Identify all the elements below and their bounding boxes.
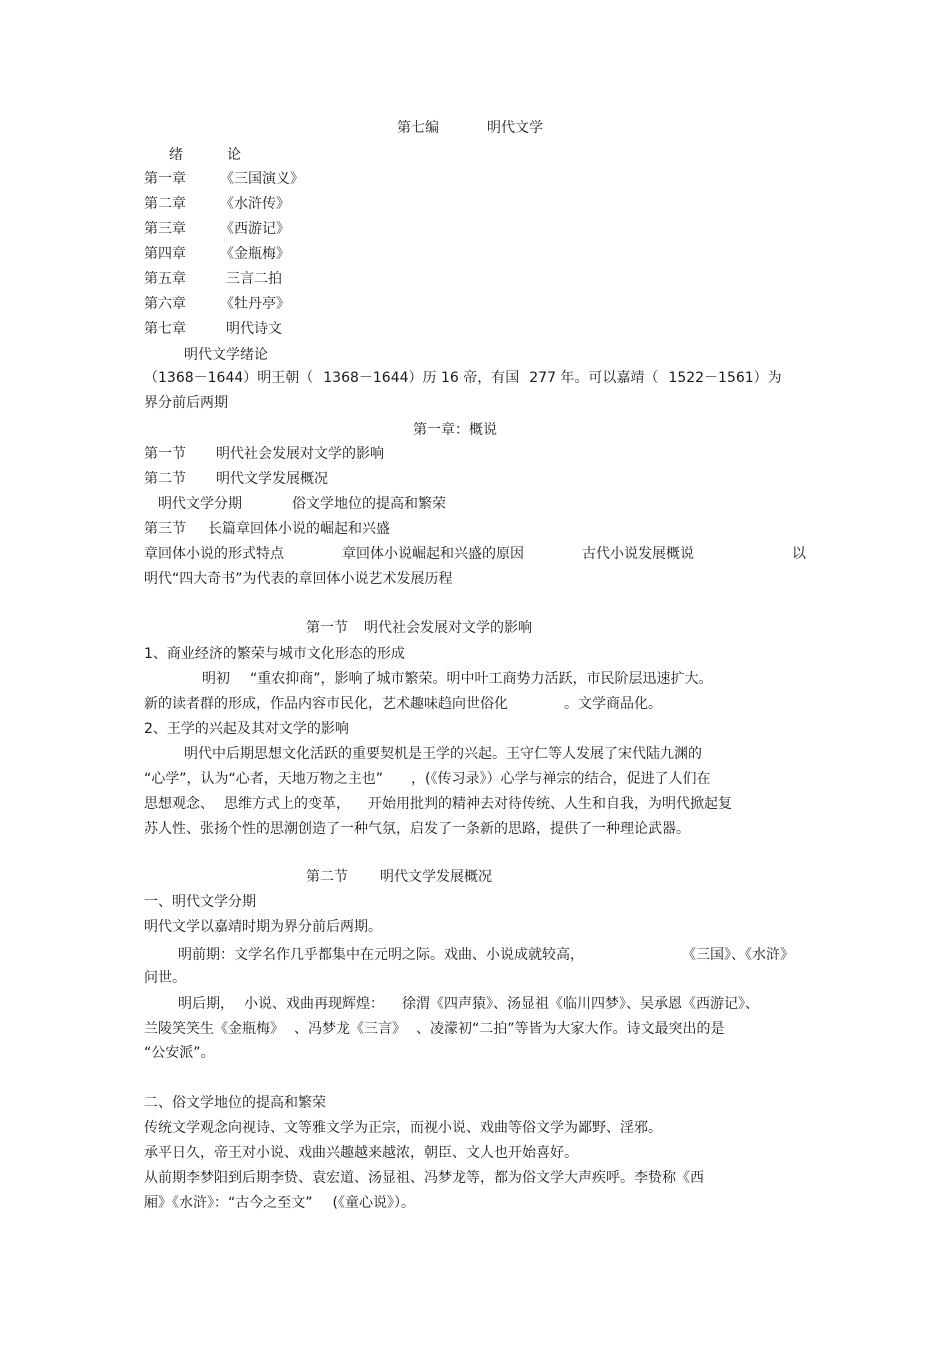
section1-p2-line-3 bbox=[144, 794, 732, 814]
toc-chapter-num: 第七章 bbox=[144, 321, 186, 337]
chapter1-section-1 bbox=[144, 444, 384, 464]
section1-p1-line-2 bbox=[144, 694, 662, 714]
s3-sub-c: 古代小说发展概说 bbox=[582, 546, 694, 562]
section1-p1-title: 1、商业经济的繁荣与城市文化形态的形成 bbox=[144, 646, 405, 662]
a-l2-a: 明前期：文学名作几乎都集中在元明之际。戏曲、小说成就较高， bbox=[178, 947, 584, 963]
p1-l2-b: 。文学商品化。 bbox=[564, 696, 662, 712]
intro-l1-d: 1522－1561）为 bbox=[668, 370, 782, 386]
toc-intro-a: 绪 bbox=[169, 147, 183, 163]
section1-p2-line-4: 苏人性、张扬个性的思潮创造了一种气氛，启发了一条新的思路，提供了一种理论武器。 bbox=[144, 821, 690, 837]
section2-a-title: 一、明代文学分期 bbox=[144, 894, 256, 910]
b-l4-b: (《童心说》）。 bbox=[332, 1195, 415, 1211]
section-num: 第三节 bbox=[144, 521, 186, 537]
toc-intro bbox=[169, 145, 241, 165]
section1-p2-line-2 bbox=[144, 769, 710, 789]
a-l4-a: 明后期， bbox=[178, 996, 234, 1012]
toc-chapter-num: 第五章 bbox=[144, 271, 186, 287]
section-name: 长篇章回体小说的崛起和兴盛 bbox=[208, 521, 390, 537]
p2-l3-c: 开始用批判的精神去对待传统、人生和自我，为明代掀起复 bbox=[368, 796, 732, 812]
toc-chapter-name: 《金瓶梅》 bbox=[220, 246, 290, 262]
section-num: 第二节 bbox=[144, 471, 186, 487]
toc-chapter-name: 明代诗文 bbox=[226, 321, 282, 337]
toc-chapter-5 bbox=[144, 269, 282, 289]
a-l4-b: 小说、戏曲再现辉煌： bbox=[244, 996, 384, 1012]
section2-b-title: 二、俗文学地位的提高和繁荣 bbox=[144, 1095, 326, 1111]
s3-sub-d: 以 bbox=[792, 546, 806, 562]
intro-line-1 bbox=[144, 368, 782, 388]
toc-chapter-num: 第四章 bbox=[144, 246, 186, 262]
p2-l3-a: 思想观念、 bbox=[144, 796, 214, 812]
a-l5-a: 兰陵笑笑生《金瓶梅》 bbox=[144, 1021, 284, 1037]
p2-l2-b: ，(《传习录》）心学与禅宗的结合，促进了人们在 bbox=[411, 771, 711, 787]
section1-p2-title: 2、王学的兴起及其对文学的影响 bbox=[144, 721, 349, 737]
section2-num: 第二节 bbox=[306, 869, 348, 885]
intro-heading: 明代文学绪论 bbox=[184, 347, 268, 363]
s3-sub-a: 章回体小说的形式特点 bbox=[144, 546, 284, 562]
toc-chapter-name: 《牡丹亭》 bbox=[220, 296, 290, 312]
section2-heading bbox=[306, 867, 492, 887]
intro-l1-c: 277 年。可以嘉靖（ bbox=[529, 370, 659, 386]
toc-chapter-6 bbox=[144, 294, 290, 314]
toc-chapter-name: 三言二拍 bbox=[226, 271, 282, 287]
toc-chapter-1 bbox=[144, 169, 304, 189]
section-num: 第一节 bbox=[144, 446, 186, 462]
p2-l3-b: 思维方式上的变革， bbox=[224, 796, 350, 812]
section2-a-line-4 bbox=[178, 994, 759, 1014]
toc-chapter-7 bbox=[144, 319, 282, 339]
a-l4-c: 徐渭《四声猿》、汤显祖《临川四梦》、吴承恩《西游记》、 bbox=[402, 996, 759, 1012]
toc-chapter-num: 第二章 bbox=[144, 196, 186, 212]
section2-b-line-4 bbox=[144, 1193, 415, 1213]
section2-a-line-5 bbox=[144, 1019, 725, 1039]
sub-b: 俗文学地位的提高和繁荣 bbox=[292, 496, 446, 512]
section1-name: 明代社会发展对文学的影响 bbox=[364, 620, 532, 636]
intro-line-2: 界分前后两期 bbox=[144, 395, 228, 411]
toc-chapter-2 bbox=[144, 194, 290, 214]
toc-chapter-num: 第三章 bbox=[144, 221, 186, 237]
part-name: 明代文学 bbox=[487, 120, 543, 136]
toc-chapter-name: 《三国演义》 bbox=[220, 171, 304, 187]
p1-l2-a: 新的读者群的形成，作品内容市民化，艺术趣味趋向世俗化 bbox=[144, 696, 508, 712]
b-l4-a: 厢》《水浒》：“古今之至文” bbox=[144, 1195, 313, 1211]
s3-sub-b: 章回体小说崛起和兴盛的原因 bbox=[342, 546, 524, 562]
toc-chapter-num: 第六章 bbox=[144, 296, 186, 312]
chapter1-section-3-sub bbox=[144, 544, 806, 564]
chapter1-section-3-sub-2: 明代“四大奇书”为代表的章回体小说艺术发展历程 bbox=[144, 571, 453, 587]
a-l5-b: 、冯梦龙《三言》 bbox=[294, 1021, 406, 1037]
chapter1-heading: 第一章：概说 bbox=[413, 422, 497, 438]
chapter1-section-2 bbox=[144, 469, 328, 489]
toc-chapter-4 bbox=[144, 244, 290, 264]
p2-l2-a: “心学”，认为“心者，天地万物之主也” bbox=[144, 771, 384, 787]
p1-l1-b: “重农抑商”，影响了城市繁荣。明中叶工商势力活跃，市民阶层迅速扩大。 bbox=[250, 671, 713, 687]
p1-l1-a: 明初 bbox=[202, 671, 230, 687]
chapter1-section-3 bbox=[144, 519, 390, 539]
toc-chapter-name: 《西游记》 bbox=[220, 221, 290, 237]
section1-p2-line-1: 明代中后期思想文化活跃的重要契机是王学的兴起。王守仁等人发展了宋代陆九渊的 bbox=[184, 746, 702, 762]
intro-l1-b: 1368－1644）历 16 帝，有国 bbox=[323, 370, 520, 386]
section-name: 明代文学发展概况 bbox=[216, 471, 328, 487]
section1-heading bbox=[306, 618, 532, 638]
section2-name: 明代文学发展概况 bbox=[380, 869, 492, 885]
toc-chapter-name: 《水浒传》 bbox=[220, 196, 290, 212]
part-label: 第七编 bbox=[397, 120, 439, 136]
a-l2-b: 《三国》、《水浒》 bbox=[682, 947, 794, 963]
section1-p1-line-1 bbox=[202, 669, 713, 689]
toc-intro-b: 论 bbox=[227, 147, 241, 163]
part-title bbox=[397, 118, 543, 138]
toc-chapter-num: 第一章 bbox=[144, 171, 186, 187]
sub-a: 明代文学分期 bbox=[158, 496, 242, 512]
section2-b-line-1: 传统文学观念向视诗、文等雅文学为正宗，而视小说、戏曲等俗文学为鄙野、淫邪。 bbox=[144, 1120, 662, 1136]
intro-l1-a: （1368－1644）明王朝（ bbox=[144, 370, 314, 386]
section1-num: 第一节 bbox=[306, 620, 348, 636]
section2-a-line-1: 明代文学以嘉靖时期为界分前后两期。 bbox=[144, 919, 382, 935]
section2-a-line-6: “公安派”。 bbox=[144, 1045, 215, 1061]
toc-chapter-3 bbox=[144, 219, 290, 239]
chapter1-section-2-sub bbox=[158, 494, 446, 514]
section2-a-line-2 bbox=[178, 945, 794, 965]
a-l5-c: 、凌濛初“二拍”等皆为大家大作。诗文最突出的是 bbox=[416, 1021, 725, 1037]
section-name: 明代社会发展对文学的影响 bbox=[216, 446, 384, 462]
section2-a-line-3: 问世。 bbox=[144, 970, 186, 986]
section2-b-line-3: 从前期李梦阳到后期李贽、袁宏道、汤显祖、冯梦龙等，都为俗文学大声疾呼。李贽称《西 bbox=[144, 1170, 704, 1186]
section2-b-line-2: 承平日久，帝王对小说、戏曲兴趣越来越浓，朝臣、文人也开始喜好。 bbox=[144, 1145, 578, 1161]
